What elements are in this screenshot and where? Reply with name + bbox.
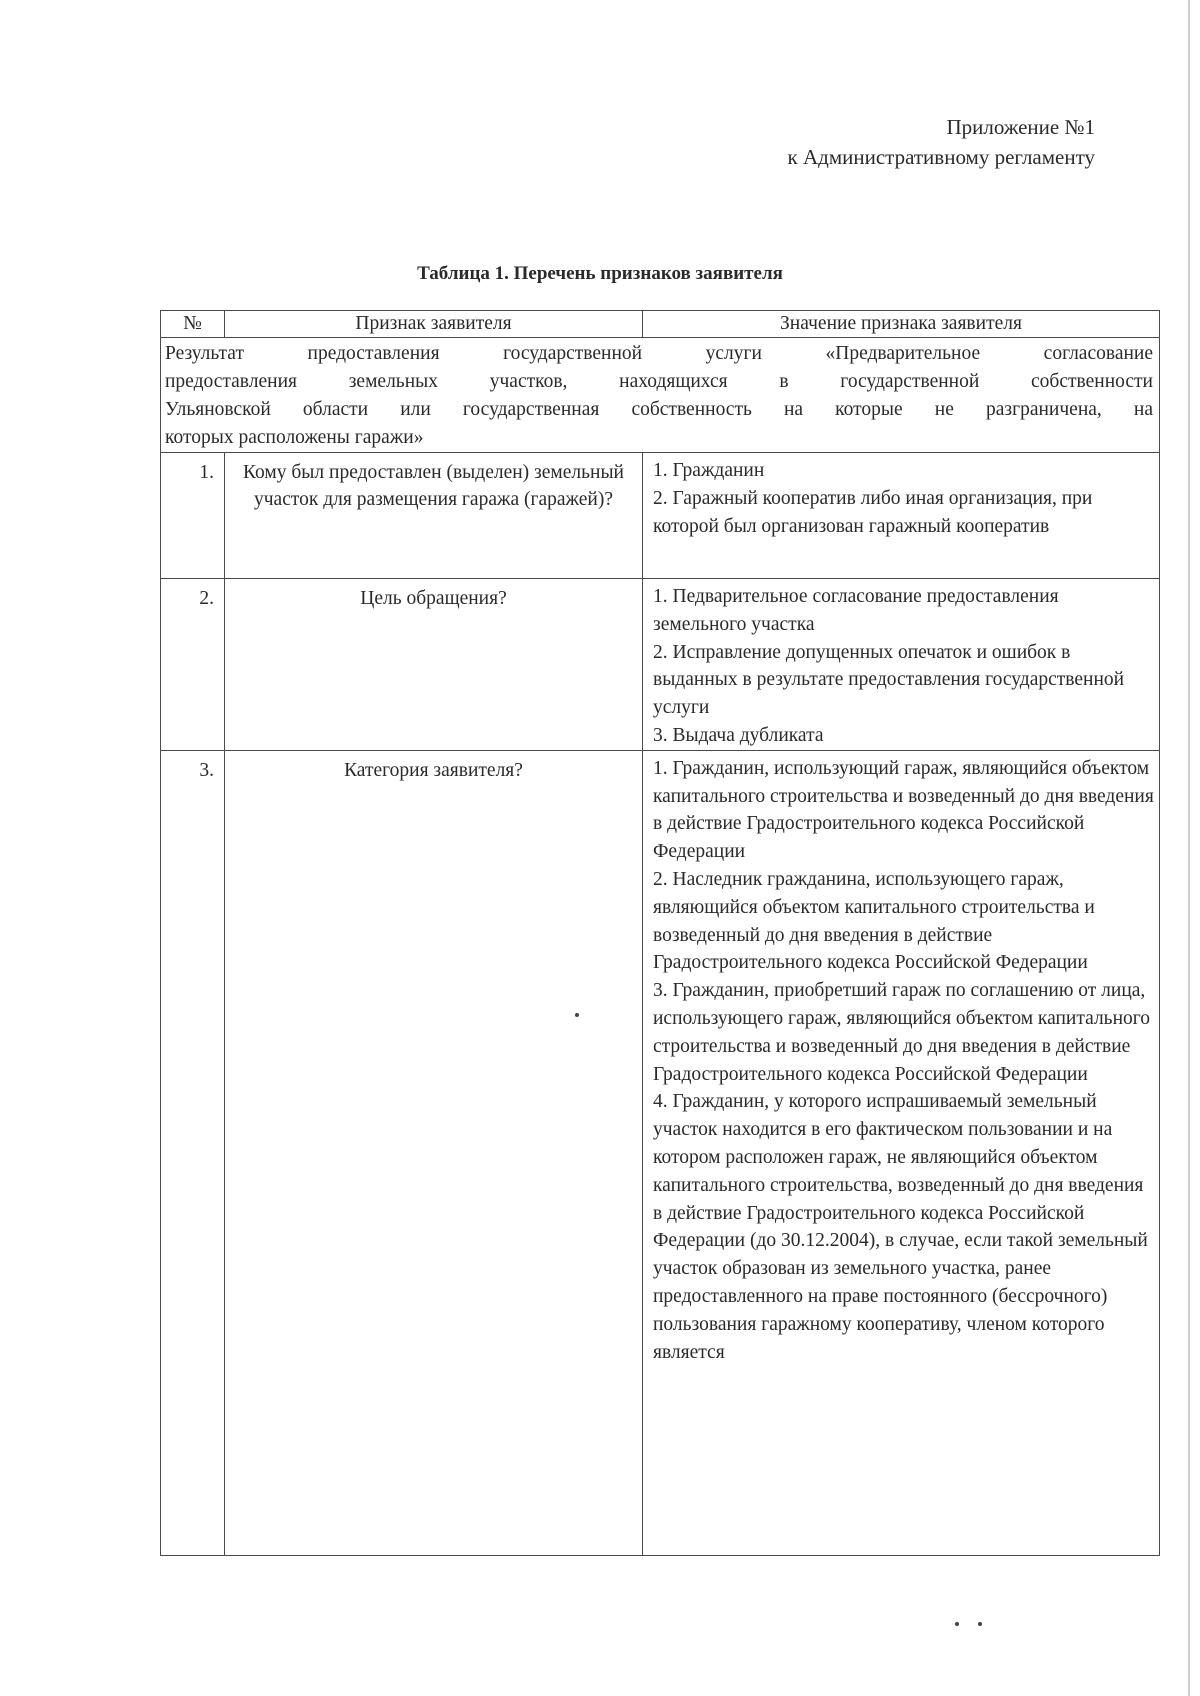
value-item: 3. Гражданин, приобретший гараж по соглашению от лица, использующего гараж, являющийся объектом капитального строительства и возведенный до дня введения в действие Градостроительного кодекса Российской Федерации bbox=[653, 980, 1151, 1085]
result-row bbox=[161, 338, 1160, 453]
table-header-row bbox=[161, 311, 1160, 338]
table-row bbox=[161, 750, 1160, 1555]
appendix-line-2: к Административному регламенту bbox=[787, 145, 1095, 169]
row-values bbox=[643, 453, 1160, 579]
result-line: которых расположены гаражи» bbox=[165, 427, 424, 448]
result-line: предоставления земельных участков, находящихся в государственной собственности bbox=[165, 371, 1153, 392]
value-item: в действие Градостроительного кодекса Российской Федерации (до 30.12.2004), в случае, если такой земельный участок образован из земельного участка, ранее предоставленного на праве постоянного (бессрочного) пользования гаражному кооперативу, членом которого является bbox=[653, 1202, 1148, 1363]
table-row bbox=[161, 453, 1160, 579]
header-sign: Признак заявителя bbox=[225, 311, 643, 338]
header-number: № bbox=[161, 311, 225, 338]
appendix-line-1: Приложение №1 bbox=[946, 115, 1095, 139]
applicant-signs-table bbox=[160, 310, 1160, 1556]
row-sign: Цель обращения? bbox=[225, 579, 643, 751]
page-edge bbox=[1188, 0, 1190, 1696]
row-sign: Кому был предоставлен (выделен) земельный участок для размещения гаража (гаражей)? bbox=[225, 453, 643, 579]
appendix-header bbox=[788, 112, 1095, 172]
row-number: 2. bbox=[161, 579, 225, 751]
value-item: 2. Наследник гражданина, использующего гараж, являющийся объектом капитального строительства и возведенный до дня введения в действие Градостроительного кодекса Российской Федерации bbox=[653, 868, 1095, 974]
result-line: Результат предоставления государственной услуги «Предварительное согласование bbox=[165, 343, 1153, 364]
row-values bbox=[643, 750, 1160, 1555]
scan-speck bbox=[955, 1622, 959, 1626]
row-values bbox=[643, 579, 1160, 751]
row-number: 3. bbox=[161, 750, 225, 1555]
value-item: 1. Педварительное согласование предоставления земельного участка bbox=[653, 586, 1059, 635]
value-item: 4. Гражданин, у которого испрашиваемый земельный участок находится в его фактическом пользовании и на котором расположен гараж, не являющийся объектом капитального строительства, возведенный до дня введения bbox=[653, 1091, 1144, 1196]
value-item: 1. Гражданин bbox=[653, 460, 765, 481]
row-number: 1. bbox=[161, 453, 225, 579]
result-line: Ульяновской области или государственная собственность на которые не разграничена, на bbox=[165, 399, 1153, 420]
value-item: 3. Выдача дубликата bbox=[653, 724, 824, 746]
row-sign: Категория заявителя? bbox=[225, 750, 643, 1555]
header-value: Значение признака заявителя bbox=[643, 311, 1160, 338]
value-item: 1. Гражданин, использующий гараж, являющийся объектом капитального строительства и возведенный до дня введения в действие Градостроительного кодекса Российской Федерации bbox=[653, 757, 1154, 863]
table-row bbox=[161, 579, 1160, 751]
value-item: 2. Гаражный кооператив либо иная организация, при которой был организован гаражный кооператив bbox=[653, 487, 1093, 537]
value-item: 2. Исправление допущенных опечаток и ошибок в выданных в результате предоставления государственной услуги bbox=[653, 641, 1125, 719]
scan-speck bbox=[575, 1013, 579, 1017]
scan-speck bbox=[978, 1622, 982, 1626]
table-title: Таблица 1. Перечень признаков заявителя bbox=[417, 263, 783, 284]
result-description bbox=[161, 338, 1160, 453]
